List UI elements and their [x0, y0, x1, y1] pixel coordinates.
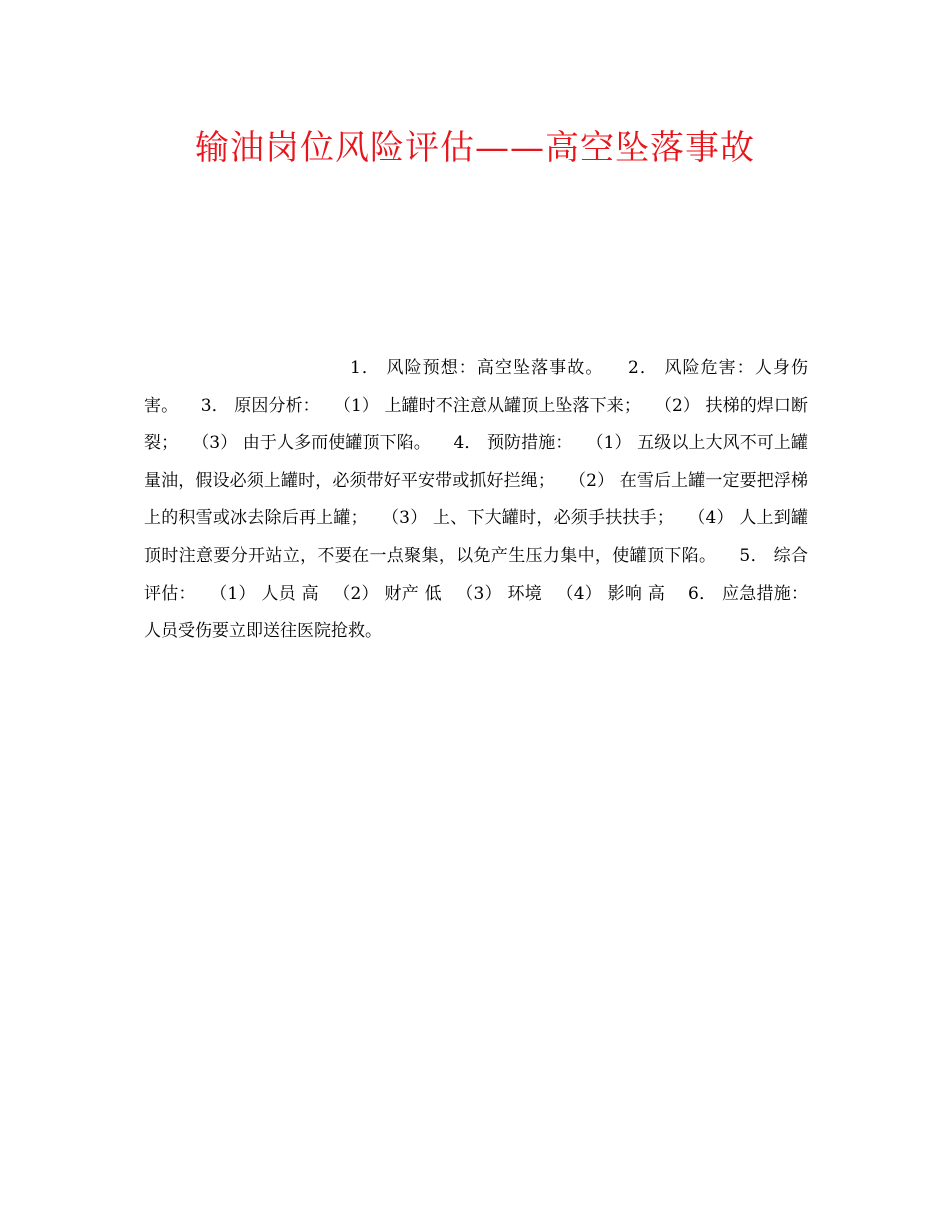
document-title: 输油岗位风险评估——高空坠落事故 [195, 128, 755, 168]
document-body: 1． 风险预想：高空坠落事故。 2． 风险危害：人身伤害。 3． 原因分析： （1） 上罐时不注意从罐顶上坠落下来； （2） 扶梯的焊口断裂； （3） 由于人多而使罐顶下陷。 4． 预防措施： （1） 五级以上大风不可上罐量油，假设必须上罐时，必须带好平安带或抓好拦绳； （2） 在雪后上罐一定要把浮梯上的积雪或冰去除后再上罐； （3） 上、下大罐时，必须手扶扶手； （4） 人上到罐顶时注意要分开站立，不要在一点聚集，以免产生压力集中，使罐顶下陷。 5． 综合评估： （1） 人员 高 （2） 财产 低 （3） 环境 （4） 影响 高 6． 应急措施：人员受伤要立即送往医院抢救。 [144, 358, 808, 642]
